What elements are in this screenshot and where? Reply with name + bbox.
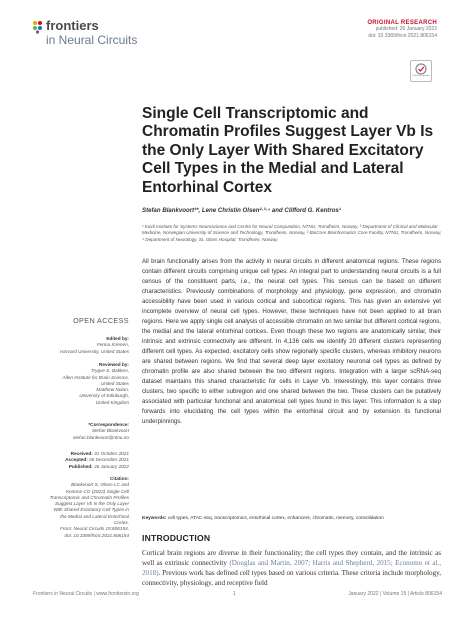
published-date-side: 26 January 2022	[94, 463, 129, 469]
footer-journal[interactable]: Frontiers in Neural Circuits | www.frontiersin.org	[33, 591, 139, 597]
authors[interactable]: Stefan Blankvoort¹*, Lene Christin Olsen²·³·⁴ and Clifford G. Kentros¹	[142, 207, 341, 214]
section-heading-introduction: INTRODUCTION	[142, 533, 211, 543]
citation-link[interactable]: (Douglas and Martin, 2007; Harris and Shepherd, 2015; Economo et al., 2018)	[142, 559, 441, 578]
journal-logo[interactable]	[32, 18, 167, 52]
reviewed-by-label: Reviewed by:	[99, 362, 129, 367]
edited-by-label: Edited by:	[106, 336, 129, 341]
article-type: ORIGINAL RESEARCH	[367, 20, 437, 26]
article-title: Single Cell Transcriptomic and Chromatin Profiles Suggest Layer Vb Is the Only Layer With Shared Excitatory Cell Types in the Medial and Lateral Entorhinal Cortex	[142, 105, 434, 196]
open-access-label: OPEN ACCESS	[73, 316, 129, 325]
citation-text: Blankvoort S, Olsen LC and Kentros CG (2022) Single Cell Transcriptomic and Chromatin Profiles Suggest Layer Vb Is the Only Layer With Shared Excitatory Cell Types in the Medial and Lateral Entorhinal Cortex. Front. Neural Circuits 15:806154. doi: 10.3389/fncir.2021.806154	[49, 482, 129, 538]
citation-label: Citation:	[109, 476, 129, 481]
journal-name: frontiers	[46, 18, 99, 33]
reviewed-by-block	[33, 362, 129, 406]
intro-text-part2: . Previous work has defined cell types based on various criteria. These criteria include morphology, connectivity, physiology, and receptive field	[142, 569, 441, 588]
received-label: Received:	[70, 451, 93, 456]
check-updates-icon	[411, 61, 431, 81]
accepted-label: Accepted:	[65, 457, 88, 463]
keywords-label: Keywords:	[142, 516, 167, 521]
correspondence-block	[33, 422, 129, 441]
accepted-date: 06 December 2021	[89, 457, 129, 463]
dates-block	[33, 451, 129, 470]
received-date: 31 October 2021	[94, 451, 129, 456]
affiliations: ¹ Kavli Institute for Systems Neuroscience and Centre for Neural Computation, NTNU, Trondheim, Norway, ² Department of Clinical and Molecular Medicine, Norwegian University of Science and Technology, Trondheim, Norway, ³ BioCore Bioinformatics Core Facility, NTNU, Trondheim, Norway, ⁴ Department of Neurology, St. Olavs Hospital, Trondheim, Norway	[142, 224, 442, 242]
check-updates-label: Check for updates	[412, 75, 430, 77]
correspondence-label: *Correspondence:	[88, 422, 129, 427]
edited-by-block	[33, 336, 129, 355]
abstract: All brain functionality arises from the activity in neural circuits in different anatomical regions. These regions contain different circuits comprising unique cell types. An integral part to understanding neural circuits is a full census of the constituent parts, i.e., the neural cell types. This census can be based on different characteristics. Previously combinations of morphology and physiology, gene expression, and chromatin accessibility have been used in various cortical and subcortical regions. This has given an extensive yet incomplete overview of neural cell types. However, these techniques have not been applied to all brain regions. Here we apply single cell analysis of accessible chromatin on two similar but different cortical regions, the medial and the lateral entorhinal cortices. Even though these two regions are anatomically similar, their intrinsic and extrinsic connectivity are different. In 4,136 cells we identify 20 different clusters representing different cell types. As expected, excitatory cells show regionally specific clusters, whereas inhibitory neurons are shared between regions. We find that several deep layer excitatory neuronal cell types as defined by chromatin profile are also shared between the two different regions. Integration with a larger scRNA-seq dataset maintains this shared characteristic for cells in Layer Vb. Interestingly, this layer contains three clusters, two specific to either subregion and one shared between the two. These clusters can be putatively associated with particular functional and anatomical cell types found in this layer. This information is a step forwards into elucidating the cell types within the entorhinal circuit and by extension its functional underpinnings.	[142, 258, 441, 425]
correspondence-email[interactable]: Stefan Blankvoort stefan.blankvoort@ntnu.no	[72, 428, 129, 440]
intro-text-part1: Cortical brain regions are diverse in their functionality; the cell types they contain, and the intrinsic as well as extrinsic connectivity	[142, 549, 441, 568]
published-date: published: 26 January 2022	[375, 26, 437, 32]
doi-link[interactable]: doi: 10.3389/fncir.2021.806154	[368, 33, 437, 39]
citation-block	[33, 476, 129, 539]
reviewers: Trygve E. Bakken, Allen Institute for Brain Science, United States Matthew Nolan, University of Edinburgh, United Kingdom	[62, 368, 129, 405]
frontiers-logo-icon	[32, 20, 44, 34]
introduction-text	[142, 548, 441, 588]
keywords	[142, 516, 442, 521]
check-for-updates-button[interactable]	[410, 60, 432, 82]
editor: Fenna Krienen, Harvard University, United States	[60, 342, 129, 354]
keywords-list: cell types, ATAC-seq, transcriptomics, entorhinal cortex, enhancers, chromatin, memory, consolidation	[167, 516, 384, 521]
footer-issue: January 2022 | Volume 15 | Article 806154	[348, 591, 442, 597]
article-meta	[367, 20, 437, 40]
page-number: 1	[233, 591, 236, 597]
published-label: Published:	[68, 463, 93, 469]
journal-subname: in Neural Circuits	[46, 33, 138, 47]
